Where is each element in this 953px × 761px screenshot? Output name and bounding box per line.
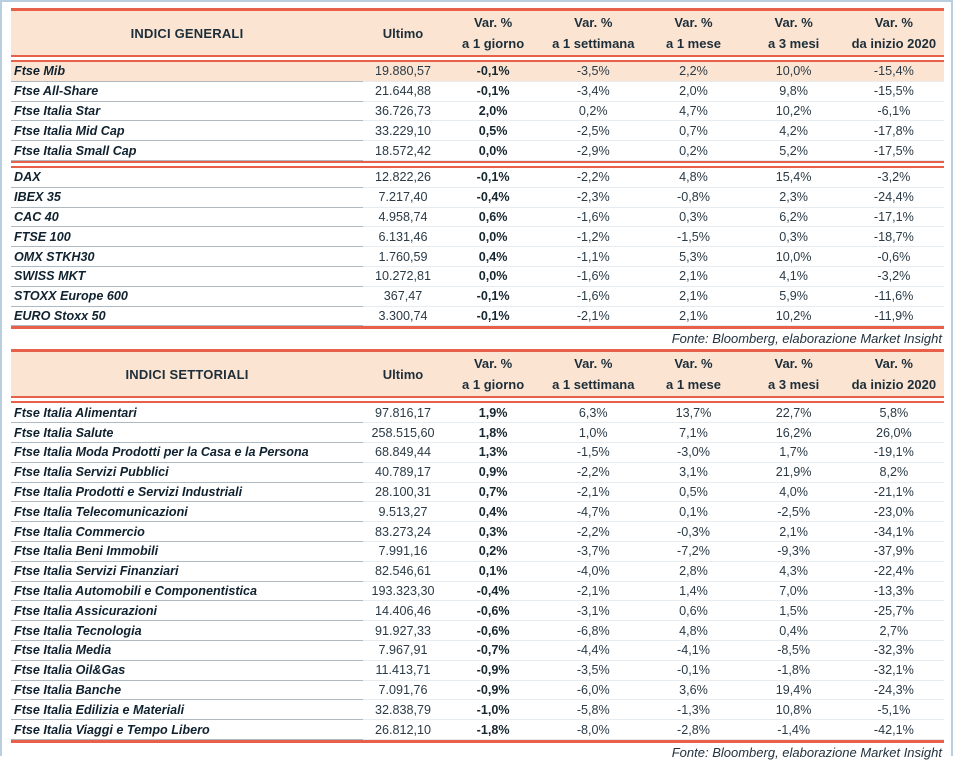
var-1-month: 0,2% <box>643 141 743 161</box>
var-3-months: 4,3% <box>744 562 844 582</box>
index-name: Ftse Mib <box>11 62 363 82</box>
index-name: Ftse Italia Moda Prodotti per la Casa e la Persona <box>11 443 363 463</box>
table-row <box>11 681 944 701</box>
last-value: 7.991,16 <box>363 542 443 562</box>
var-ytd-2020: -18,7% <box>844 227 944 247</box>
column-header-var-ytd <box>844 11 944 55</box>
var-3-months: 2,3% <box>744 188 844 208</box>
index-name: Ftse Italia Viaggi e Tempo Libero <box>11 720 363 740</box>
var-1-week: -3,7% <box>543 542 643 562</box>
period-label: a 1 settimana <box>552 36 635 51</box>
table-row <box>11 720 944 740</box>
var-ytd-2020: -3,2% <box>844 267 944 287</box>
var-1-week: 6,3% <box>543 403 643 423</box>
var-ytd-2020: -13,3% <box>844 582 944 602</box>
table-row <box>11 267 944 287</box>
var-ytd-2020: 2,7% <box>844 621 944 641</box>
var-1-week: -1,1% <box>543 247 643 267</box>
var-1-day: 0,7% <box>443 483 543 503</box>
last-value: 18.572,42 <box>363 141 443 161</box>
table-row <box>11 423 944 443</box>
var-label: Var. % <box>574 356 613 372</box>
var-1-day: 0,3% <box>443 522 543 542</box>
var-1-month: -7,2% <box>643 542 743 562</box>
column-header-var-1m <box>643 11 743 55</box>
var-3-months: 5,2% <box>744 141 844 161</box>
var-ytd-2020: 8,2% <box>844 463 944 483</box>
index-name: SWISS MKT <box>11 267 363 287</box>
var-3-months: -2,5% <box>744 502 844 522</box>
var-3-months: 4,2% <box>744 121 844 141</box>
var-1-month: -1,3% <box>643 700 743 720</box>
var-1-day: 0,2% <box>443 542 543 562</box>
table-row <box>11 661 944 681</box>
var-1-month: 2,1% <box>643 307 743 327</box>
var-1-month: 2,2% <box>643 62 743 82</box>
var-label: Var. % <box>674 356 713 372</box>
var-3-months: 19,4% <box>744 681 844 701</box>
var-1-month: 13,7% <box>643 403 743 423</box>
index-name: Ftse Italia Tecnologia <box>11 621 363 641</box>
table-row <box>11 522 944 542</box>
index-name: OMX STKH30 <box>11 247 363 267</box>
last-value: 4.958,74 <box>363 208 443 228</box>
var-ytd-2020: -15,5% <box>844 82 944 102</box>
column-header-var-1m <box>643 352 743 396</box>
var-label: Var. % <box>774 15 813 30</box>
var-ytd-2020: -42,1% <box>844 720 944 740</box>
var-3-months: 1,5% <box>744 601 844 621</box>
var-1-week: -2,5% <box>543 121 643 141</box>
index-name: Ftse Italia Automobili e Componentistica <box>11 582 363 602</box>
var-ytd-2020: -11,9% <box>844 307 944 327</box>
index-name: Ftse Italia Beni Immobili <box>11 542 363 562</box>
index-name: Ftse Italia Assicurazioni <box>11 601 363 621</box>
index-name: Ftse Italia Banche <box>11 681 363 701</box>
var-3-months: 9,8% <box>744 82 844 102</box>
var-ytd-2020: 5,8% <box>844 403 944 423</box>
table-row <box>11 141 944 161</box>
var-1-month: 3,6% <box>643 681 743 701</box>
var-1-day: 0,0% <box>443 227 543 247</box>
var-1-day: -0,1% <box>443 62 543 82</box>
var-1-month: 4,7% <box>643 102 743 122</box>
last-value: 7.217,40 <box>363 188 443 208</box>
index-name: IBEX 35 <box>11 188 363 208</box>
var-ytd-2020: -19,1% <box>844 443 944 463</box>
var-1-month: -3,0% <box>643 443 743 463</box>
var-label: Var. % <box>574 15 613 30</box>
var-1-week: -3,5% <box>543 62 643 82</box>
var-3-months: 15,4% <box>744 168 844 188</box>
table-row <box>11 502 944 522</box>
var-1-week: -2,9% <box>543 141 643 161</box>
var-3-months: -1,4% <box>744 720 844 740</box>
var-1-day: -0,6% <box>443 621 543 641</box>
period-label: da inizio 2020 <box>851 377 937 393</box>
var-1-week: -2,1% <box>543 483 643 503</box>
var-ytd-2020: -11,6% <box>844 287 944 307</box>
table-row <box>11 483 944 503</box>
var-3-months: 7,0% <box>744 582 844 602</box>
last-value: 19.880,57 <box>363 62 443 82</box>
var-ytd-2020: -24,3% <box>844 681 944 701</box>
last-value: 97.816,17 <box>363 403 443 423</box>
index-name: Ftse Italia Star <box>11 102 363 122</box>
var-ytd-2020: -17,8% <box>844 121 944 141</box>
var-3-months: -1,8% <box>744 661 844 681</box>
index-name: DAX <box>11 168 363 188</box>
index-name: STOXX Europe 600 <box>11 287 363 307</box>
var-1-day: -0,6% <box>443 601 543 621</box>
var-1-month: 4,8% <box>643 621 743 641</box>
var-1-month: -0,3% <box>643 522 743 542</box>
table-row <box>11 307 944 327</box>
var-1-day: -0,7% <box>443 641 543 661</box>
var-1-month: 5,3% <box>643 247 743 267</box>
var-1-day: 0,0% <box>443 267 543 287</box>
var-1-day: -0,1% <box>443 287 543 307</box>
var-label: Var. % <box>774 356 813 372</box>
var-1-day: 2,0% <box>443 102 543 122</box>
var-1-week: -1,6% <box>543 267 643 287</box>
index-name: Ftse Italia Salute <box>11 423 363 443</box>
var-1-week: -6,0% <box>543 681 643 701</box>
column-header-var-3m <box>744 11 844 55</box>
table-row <box>11 121 944 141</box>
last-value: 21.644,88 <box>363 82 443 102</box>
table-row <box>11 641 944 661</box>
var-1-week: -1,2% <box>543 227 643 247</box>
index-name: Ftse Italia Edilizia e Materiali <box>11 700 363 720</box>
period-label: a 1 giorno <box>462 377 525 393</box>
last-value: 11.413,71 <box>363 661 443 681</box>
table-row <box>11 188 944 208</box>
last-value: 9.513,27 <box>363 502 443 522</box>
var-ytd-2020: -32,1% <box>844 661 944 681</box>
var-3-months: 16,2% <box>744 423 844 443</box>
index-name: Ftse Italia Servizi Pubblici <box>11 463 363 483</box>
var-1-day: -0,9% <box>443 661 543 681</box>
last-value: 33.229,10 <box>363 121 443 141</box>
var-1-week: -6,8% <box>543 621 643 641</box>
table-title: INDICI GENERALI <box>130 25 244 41</box>
column-header-var-ytd <box>844 352 944 396</box>
var-ytd-2020: -0,6% <box>844 247 944 267</box>
var-ytd-2020: -21,1% <box>844 483 944 503</box>
table-row <box>11 601 944 621</box>
var-1-week: -3,4% <box>543 82 643 102</box>
var-1-day: 1,9% <box>443 403 543 423</box>
period-label: a 3 mesi <box>767 377 820 393</box>
var-3-months: 10,8% <box>744 700 844 720</box>
var-1-week: -4,4% <box>543 641 643 661</box>
index-name: Ftse Italia Mid Cap <box>11 121 363 141</box>
table-row <box>11 62 944 82</box>
last-value: 40.789,17 <box>363 463 443 483</box>
source-note: Fonte: Bloomberg, elaborazione Market Insight <box>671 331 942 347</box>
var-label: Var. % <box>674 15 713 30</box>
var-1-week: -2,1% <box>543 582 643 602</box>
last-value: 3.300,74 <box>363 307 443 327</box>
last-value: 28.100,31 <box>363 483 443 503</box>
general-indices-table <box>11 8 944 347</box>
column-header-ultimo: Ultimo <box>382 366 424 382</box>
var-ytd-2020: -17,1% <box>844 208 944 228</box>
var-1-month: 1,4% <box>643 582 743 602</box>
var-1-month: 2,1% <box>643 267 743 287</box>
var-1-day: 0,1% <box>443 562 543 582</box>
var-1-day: 0,5% <box>443 121 543 141</box>
var-1-day: 0,4% <box>443 247 543 267</box>
var-1-week: -2,3% <box>543 188 643 208</box>
sector-indices-table <box>11 349 944 761</box>
var-1-day: 0,0% <box>443 141 543 161</box>
var-ytd-2020: -5,1% <box>844 700 944 720</box>
index-name: EURO Stoxx 50 <box>11 307 363 327</box>
column-header-var-1w <box>543 352 643 396</box>
table-title: INDICI SETTORIALI <box>125 366 249 382</box>
table-row <box>11 82 944 102</box>
period-label: a 1 mese <box>666 36 721 51</box>
table-row <box>11 582 944 602</box>
index-name: Ftse All-Share <box>11 82 363 102</box>
var-1-week: -5,8% <box>543 700 643 720</box>
var-1-month: 7,1% <box>643 423 743 443</box>
var-1-month: 2,1% <box>643 287 743 307</box>
var-1-day: 0,4% <box>443 502 543 522</box>
var-3-months: 10,2% <box>744 307 844 327</box>
var-1-month: 0,1% <box>643 502 743 522</box>
index-name: Ftse Italia Servizi Finanziari <box>11 562 363 582</box>
last-value: 258.515,60 <box>363 423 443 443</box>
var-1-month: -0,1% <box>643 661 743 681</box>
var-ytd-2020: -24,4% <box>844 188 944 208</box>
var-ytd-2020: -34,1% <box>844 522 944 542</box>
var-label: Var. % <box>473 15 513 30</box>
var-1-day: 0,6% <box>443 208 543 228</box>
var-1-day: -0,1% <box>443 307 543 327</box>
column-header-ultimo: Ultimo <box>382 25 424 41</box>
var-3-months: 10,2% <box>744 102 844 122</box>
last-value: 91.927,33 <box>363 621 443 641</box>
header-bottom-rule <box>11 396 944 403</box>
var-1-week: -1,6% <box>543 287 643 307</box>
var-1-day: 1,3% <box>443 443 543 463</box>
source-note: Fonte: Bloomberg, elaborazione Market Insight <box>671 744 942 760</box>
period-label: da inizio 2020 <box>851 36 937 51</box>
var-1-month: 0,5% <box>643 483 743 503</box>
var-ytd-2020: 26,0% <box>844 423 944 443</box>
var-1-day: -0,4% <box>443 188 543 208</box>
column-header-var-1w <box>543 11 643 55</box>
var-3-months: 21,9% <box>744 463 844 483</box>
var-ytd-2020: -32,3% <box>844 641 944 661</box>
column-header-var-1d <box>443 11 543 55</box>
var-3-months: -8,5% <box>744 641 844 661</box>
var-1-month: -2,8% <box>643 720 743 740</box>
last-value: 367,47 <box>363 287 443 307</box>
var-1-week: -2,2% <box>543 522 643 542</box>
var-1-day: -0,4% <box>443 582 543 602</box>
index-name: Ftse Italia Alimentari <box>11 403 363 423</box>
table-row <box>11 700 944 720</box>
var-ytd-2020: -6,1% <box>844 102 944 122</box>
last-value: 32.838,79 <box>363 700 443 720</box>
var-1-day: -1,0% <box>443 700 543 720</box>
period-label: a 3 mesi <box>767 36 820 51</box>
table-row <box>11 621 944 641</box>
var-1-week: -2,2% <box>543 463 643 483</box>
index-name: Ftse Italia Oil&Gas <box>11 661 363 681</box>
table-row <box>11 542 944 562</box>
var-1-month: 0,3% <box>643 208 743 228</box>
var-3-months: 10,0% <box>744 62 844 82</box>
index-name: Ftse Italia Small Cap <box>11 141 363 161</box>
last-value: 82.546,61 <box>363 562 443 582</box>
table-row <box>11 168 944 188</box>
table-row <box>11 403 944 423</box>
var-1-month: -4,1% <box>643 641 743 661</box>
last-value: 36.726,73 <box>363 102 443 122</box>
var-1-week: 1,0% <box>543 423 643 443</box>
var-1-month: 2,0% <box>643 82 743 102</box>
period-label: a 1 mese <box>666 377 721 393</box>
table-body <box>11 62 944 326</box>
table-header-row <box>11 352 944 396</box>
header-bottom-rule <box>11 55 944 62</box>
var-3-months: -9,3% <box>744 542 844 562</box>
var-1-month: 4,8% <box>643 168 743 188</box>
var-1-week: -3,1% <box>543 601 643 621</box>
var-3-months: 6,2% <box>744 208 844 228</box>
var-1-month: 0,6% <box>643 601 743 621</box>
var-ytd-2020: -23,0% <box>844 502 944 522</box>
var-1-day: -0,1% <box>443 82 543 102</box>
var-1-week: -8,0% <box>543 720 643 740</box>
last-value: 193.323,30 <box>363 582 443 602</box>
var-1-month: -1,5% <box>643 227 743 247</box>
var-1-day: -1,8% <box>443 720 543 740</box>
var-3-months: 10,0% <box>744 247 844 267</box>
index-name: Ftse Italia Prodotti e Servizi Industriali <box>11 483 363 503</box>
var-3-months: 22,7% <box>744 403 844 423</box>
var-1-month: 3,1% <box>643 463 743 483</box>
column-header-var-1d <box>443 352 543 396</box>
period-label: a 1 giorno <box>462 36 525 51</box>
var-1-day: 0,9% <box>443 463 543 483</box>
var-3-months: 2,1% <box>744 522 844 542</box>
var-ytd-2020: -37,9% <box>844 542 944 562</box>
index-name: Ftse Italia Telecomunicazioni <box>11 502 363 522</box>
var-1-week: -1,6% <box>543 208 643 228</box>
index-name: FTSE 100 <box>11 227 363 247</box>
last-value: 7.967,91 <box>363 641 443 661</box>
var-3-months: 1,7% <box>744 443 844 463</box>
var-label: Var. % <box>874 15 913 30</box>
last-value: 68.849,44 <box>363 443 443 463</box>
index-name: Ftse Italia Commercio <box>11 522 363 542</box>
table-row <box>11 208 944 228</box>
var-label: Var. % <box>874 356 913 372</box>
var-3-months: 5,9% <box>744 287 844 307</box>
index-name: Ftse Italia Media <box>11 641 363 661</box>
last-value: 26.812,10 <box>363 720 443 740</box>
table-header-row <box>11 11 944 55</box>
var-1-week: -2,2% <box>543 168 643 188</box>
period-label: a 1 settimana <box>552 377 635 393</box>
var-ytd-2020: -17,5% <box>844 141 944 161</box>
table-row <box>11 562 944 582</box>
last-value: 6.131,46 <box>363 227 443 247</box>
var-3-months: 0,3% <box>744 227 844 247</box>
var-1-day: 1,8% <box>443 423 543 443</box>
var-1-week: -1,5% <box>543 443 643 463</box>
var-label: Var. % <box>473 356 513 372</box>
var-1-day: -0,9% <box>443 681 543 701</box>
var-ytd-2020: -3,2% <box>844 168 944 188</box>
column-header-var-3m <box>744 352 844 396</box>
table-row <box>11 287 944 307</box>
var-1-week: 0,2% <box>543 102 643 122</box>
var-1-week: -4,0% <box>543 562 643 582</box>
table-row <box>11 443 944 463</box>
var-ytd-2020: -22,4% <box>844 562 944 582</box>
var-1-day: -0,1% <box>443 168 543 188</box>
table-row <box>11 102 944 122</box>
last-value: 83.273,24 <box>363 522 443 542</box>
var-3-months: 4,1% <box>744 267 844 287</box>
var-1-week: -3,5% <box>543 661 643 681</box>
var-ytd-2020: -15,4% <box>844 62 944 82</box>
last-value: 1.760,59 <box>363 247 443 267</box>
var-3-months: 4,0% <box>744 483 844 503</box>
section-divider-rule <box>11 161 944 168</box>
var-1-month: 0,7% <box>643 121 743 141</box>
table-body <box>11 403 944 740</box>
var-1-month: 2,8% <box>643 562 743 582</box>
var-1-week: -2,1% <box>543 307 643 327</box>
index-name: CAC 40 <box>11 208 363 228</box>
var-1-month: -0,8% <box>643 188 743 208</box>
var-1-week: -4,7% <box>543 502 643 522</box>
var-3-months: 0,4% <box>744 621 844 641</box>
table-row <box>11 247 944 267</box>
last-value: 7.091,76 <box>363 681 443 701</box>
last-value: 10.272,81 <box>363 267 443 287</box>
table-row <box>11 463 944 483</box>
var-ytd-2020: -25,7% <box>844 601 944 621</box>
last-value: 12.822,26 <box>363 168 443 188</box>
table-row <box>11 227 944 247</box>
last-value: 14.406,46 <box>363 601 443 621</box>
